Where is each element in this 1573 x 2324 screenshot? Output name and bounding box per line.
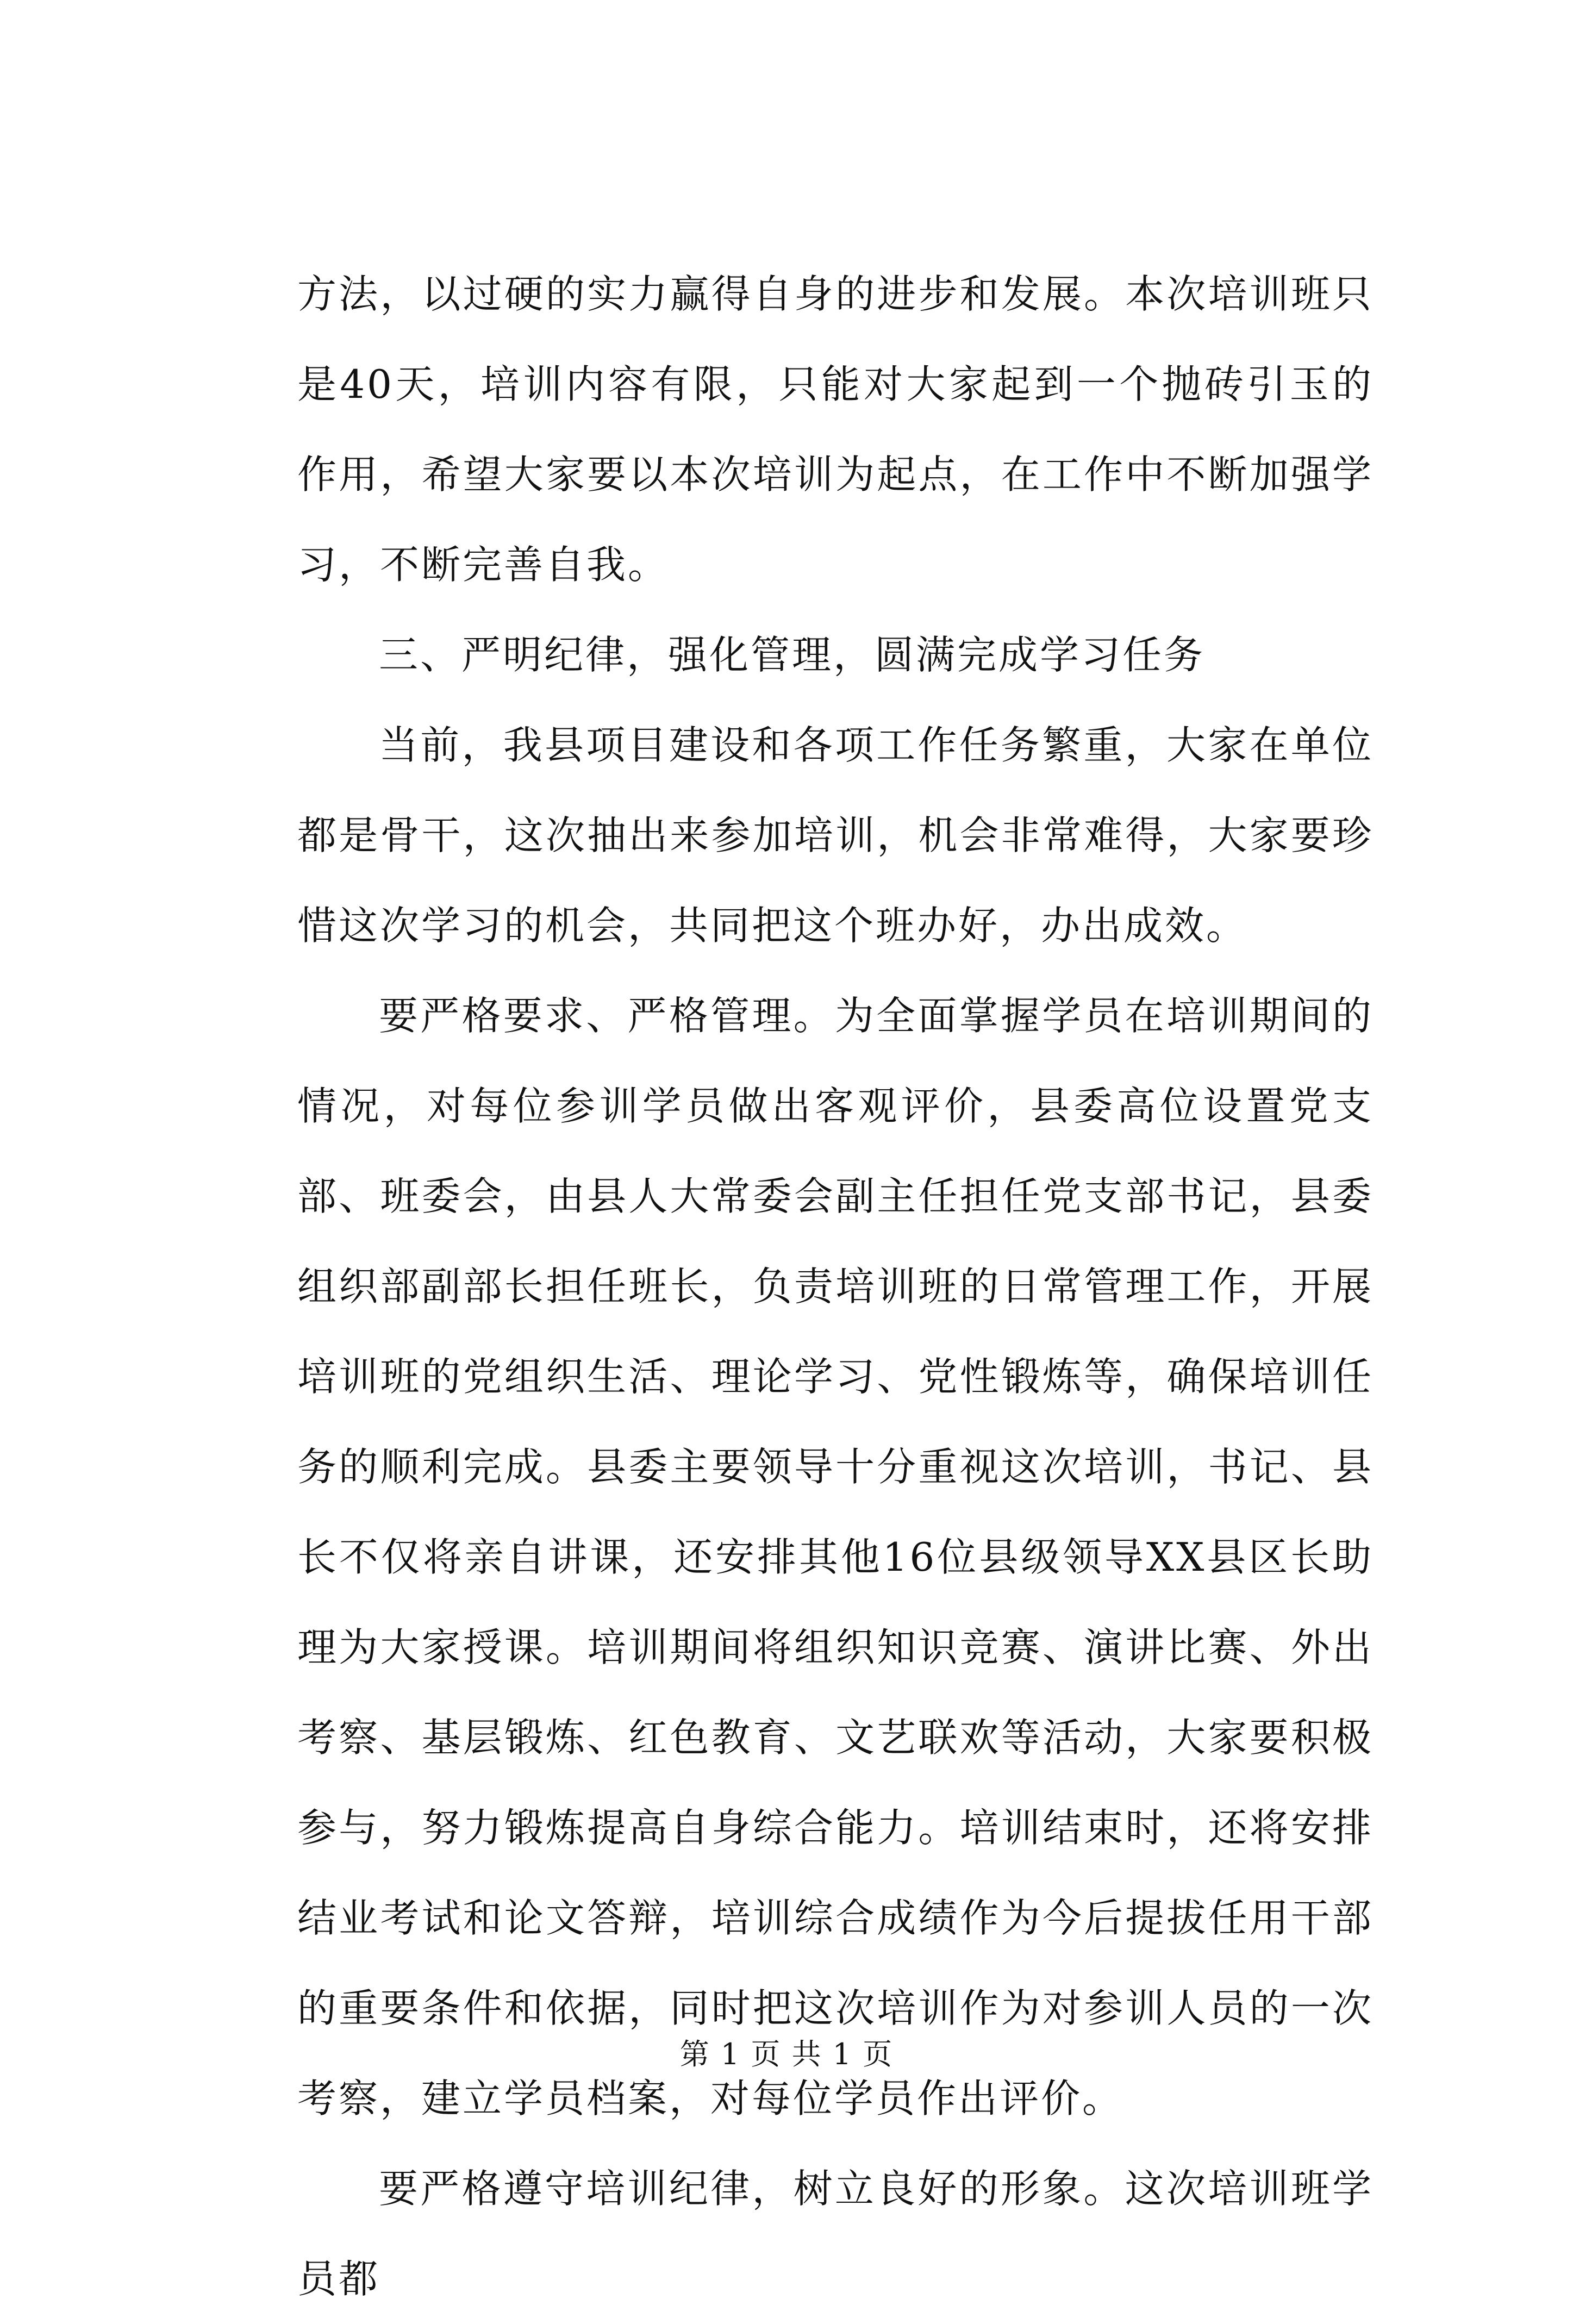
paragraph: 当前，我县项目建设和各项工作任务繁重，大家在单位都是骨干，这次抽出来参加培训，机会非常难得，大家要珍惜这次学习的机会，共同把这个班办好，办出成效。 [297,722,1374,948]
document-body [297,249,1374,2324]
section-heading: 三、严明纪律，强化管理，圆满完成学习任务 [379,632,1206,678]
page-footer [0,2033,1573,2076]
page-number-label: 第 1 页 共 1 页 [679,2037,894,2071]
paragraph: 要严格要求、严格管理。为全面掌握学员在培训期间的情况，对每位参训学员做出客观评价，县委高位设置党支部、班委会，由县人大常委会副主任担任党支部书记，县委组织部副部长担任班长，负责培训班的日常管理工作，开展培训班的党组织生活、理论学习、党性锻炼等，确保培训任务的顺利完成。县委主要领导十分重视这次培训，书记、县长不仅将亲自讲课，还安排其他16位县级领导XX县区长助理为大家授课。培训期间将组织知识竞赛、演讲比赛、外出考察、基层锻炼、红色教育、文艺联欢等活动，大家要积极参与，努力锻炼提高自身综合能力。培训结束时，还将安排结业考试和论文答辩，培训综合成绩作为今后提拔任用干部的重要条件和依据，同时把这次培训作为对参训人员的一次考察，建立学员档案，对每位学员作出评价。 [297,993,1374,2121]
paragraph: 要严格遵守培训纪律，树立良好的形象。这次培训班学员都 [297,2166,1374,2302]
paragraph-continuation: 方法，以过硬的实力赢得自身的进步和发展。本次培训班只是40天，培训内容有限，只能对大家起到一个抛砖引玉的作用，希望大家要以本次培训为起点，在工作中不断加强学习，不断完善自我。 [297,271,1374,588]
